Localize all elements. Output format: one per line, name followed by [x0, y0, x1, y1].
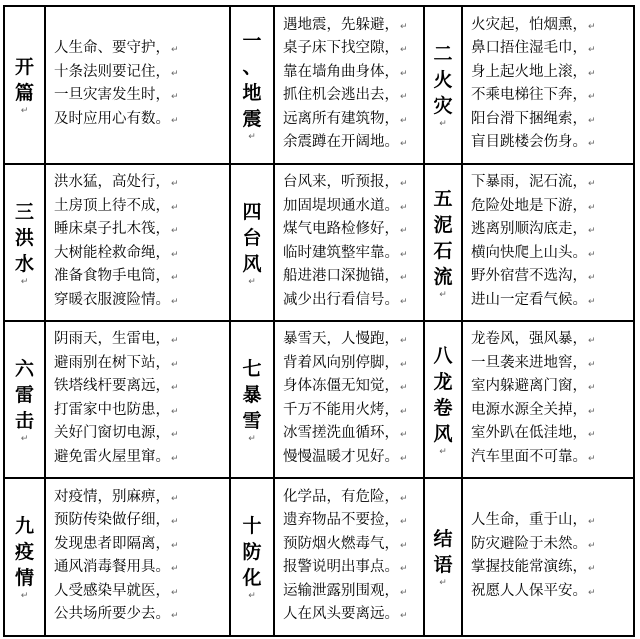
- verse-line: 阴雨天，生雷电， ↵: [54, 329, 227, 353]
- section-title-char: 台: [242, 226, 262, 249]
- verse-line: 运输泄露别围观， ↵: [283, 581, 421, 605]
- return-mark-icon: ↵: [439, 289, 447, 300]
- section-verse: [54, 165, 227, 320]
- section-title: [5, 479, 44, 635]
- verse-line: 遇地震，先躲避， ↵: [283, 15, 421, 39]
- return-mark-icon: ↵: [248, 591, 256, 601]
- verse-line: 人在风头要离远。 ↵: [283, 604, 421, 628]
- section-title-char: 疫: [14, 541, 34, 563]
- return-mark-icon: ↵: [20, 433, 29, 444]
- verse-line: 抓住机会逃出去， ↵: [283, 85, 421, 109]
- verse-line: 穿暖衣服渡险情。 ↵: [54, 290, 227, 314]
- section-title-char: 暴: [242, 383, 262, 406]
- verse-line: 电源水源全关掉， ↵: [471, 400, 631, 424]
- verse-line: 发现患者即隔离， ↵: [54, 534, 227, 558]
- section-title-char: 击: [14, 409, 34, 432]
- section-title-char: 九: [14, 515, 34, 537]
- section-title-char: 水: [14, 252, 34, 275]
- section-title-char: 洪: [14, 226, 34, 249]
- verse-line: 准备食物手电筒， ↵: [54, 266, 227, 290]
- verse-line: 人受感染早就医， ↵: [54, 581, 227, 605]
- verse-line: 报警说明出事点。 ↵: [283, 557, 421, 581]
- verse-line: 临时建筑整牢靠。 ↵: [283, 243, 421, 267]
- section-verse: [283, 479, 421, 635]
- verse-line: 煤气电路检修好， ↵: [283, 219, 421, 243]
- verse-line: 室外趴在低洼地， ↵: [471, 423, 631, 447]
- verse-line: 冰雪搓洗血循环， ↵: [283, 423, 421, 447]
- section-title-char: 雪: [242, 409, 262, 432]
- section-title-char: 七: [242, 357, 262, 380]
- return-mark-icon: ↵: [20, 106, 29, 116]
- verse-line: 龙卷风，强风暴， ↵: [471, 329, 631, 353]
- section-title-char: 风: [433, 422, 453, 445]
- section-verse: [283, 165, 421, 320]
- section-verse: [283, 7, 421, 163]
- section-title-char: 防: [242, 541, 262, 563]
- return-mark-icon: ↵: [439, 446, 447, 457]
- return-mark-icon: ↵: [439, 119, 447, 129]
- section-title-char: 一: [242, 30, 262, 52]
- verse-line: 千万不能用火烤， ↵: [283, 400, 421, 424]
- verse-line: 靠在墙角曲身体， ↵: [283, 62, 421, 86]
- verse-line: 睡床桌子扎木筏， ↵: [54, 219, 227, 243]
- verse-line: 背着风向别停脚， ↵: [283, 353, 421, 377]
- section-title: [5, 322, 44, 477]
- verse-line: 桌子床下找空隙， ↵: [283, 38, 421, 62]
- verse-line: 人生命，重于山， ↵: [471, 510, 631, 534]
- section-title-char: 龙: [433, 370, 453, 393]
- verse-line: 防灾避险于未然。 ↵: [471, 534, 631, 558]
- verse-line: 船进港口深抛锚， ↵: [283, 266, 421, 290]
- verse-line: 不乘电梯往下奔， ↵: [471, 85, 631, 109]
- verse-line: 十条法则要记住， ↵: [54, 62, 227, 86]
- verse-line: 减少出行看信号。 ↵: [283, 290, 421, 314]
- verse-line: 掌握技能常演练， ↵: [471, 557, 631, 581]
- verse-line: 及时应用心有数。 ↵: [54, 109, 227, 133]
- section-title-char: 五: [433, 187, 453, 210]
- section-title: [5, 165, 44, 320]
- verse-line: 阳台滑下捆绳索， ↵: [471, 109, 631, 133]
- section-title-char: 四: [242, 200, 262, 223]
- section-title-char: 卷: [433, 396, 453, 419]
- verse-line: 洪水猛，高处行， ↵: [54, 172, 227, 196]
- verse-line: 台风来，听预报， ↵: [283, 172, 421, 196]
- verse-line: 一旦袭来进地窖， ↵: [471, 353, 631, 377]
- verse-line: 危险处地是下游， ↵: [471, 196, 631, 220]
- section-verse: [471, 322, 631, 477]
- verse-line: 下暴雨，泥石流， ↵: [471, 172, 631, 196]
- return-mark-icon: ↵: [248, 276, 256, 287]
- verse-line: 横向快爬上山头。 ↵: [471, 243, 631, 267]
- verse-line: 慢慢温暖才见好。 ↵: [283, 447, 421, 471]
- section-title-char: 开: [14, 56, 34, 78]
- section-title-char: 雷: [14, 383, 34, 406]
- verse-line: 祝愿人人保平安。 ↵: [471, 581, 631, 605]
- section-verse: [54, 7, 227, 163]
- section-title: [425, 479, 461, 635]
- verse-line: 余震蹲在开阔地。 ↵: [283, 132, 421, 156]
- section-title-char: 三: [14, 200, 34, 223]
- section-verse: [54, 479, 227, 635]
- section-title-char: 情: [14, 567, 34, 589]
- section-title-char: 八: [433, 344, 453, 367]
- verse-line: 汽车里面不可靠。 ↵: [471, 447, 631, 471]
- table-border-horizontal: [3, 635, 635, 637]
- section-title-char: 泥: [433, 213, 453, 236]
- verse-line: 远离所有建筑物， ↵: [283, 109, 421, 133]
- verse-line: 遗弃物品不要捡， ↵: [283, 510, 421, 534]
- section-title-char: 结: [433, 528, 453, 550]
- verse-line: 预防烟火燃毒气， ↵: [283, 534, 421, 558]
- section-title-char: 、: [242, 56, 262, 78]
- section-title-char: 篇: [14, 82, 34, 104]
- verse-line: 避免雷火屋里窜。 ↵: [54, 447, 227, 471]
- section-title-char: 二: [433, 43, 453, 65]
- section-title-char: 灾: [433, 95, 453, 117]
- section-title: [231, 479, 273, 635]
- verse-line: 火灾起，怕烟熏， ↵: [471, 15, 631, 39]
- section-title-char: 流: [433, 265, 453, 288]
- section-verse: [54, 322, 227, 477]
- return-mark-icon: ↵: [20, 591, 29, 601]
- section-verse: [471, 7, 631, 163]
- section-title: [231, 322, 273, 477]
- section-title-char: 震: [242, 108, 262, 130]
- verse-line: 避雨别在树下站， ↵: [54, 353, 227, 377]
- verse-line: 身上起火地上滚， ↵: [471, 62, 631, 86]
- verse-line: 人生命、要守护， ↵: [54, 38, 227, 62]
- verse-line: 预防传染做仔细， ↵: [54, 510, 227, 534]
- verse-line: 鼻口捂住湿毛巾， ↵: [471, 38, 631, 62]
- section-title-char: 风: [242, 252, 262, 275]
- verse-line: 土房顶上待不成， ↵: [54, 196, 227, 220]
- verse-line: 铁塔线杆要离远， ↵: [54, 376, 227, 400]
- section-title: [5, 7, 44, 163]
- verse-line: 身体冻僵无知觉， ↵: [283, 376, 421, 400]
- return-mark-icon: ↵: [248, 132, 256, 142]
- section-title: [425, 322, 461, 477]
- section-title-char: 地: [242, 82, 262, 104]
- verse-line: 加固堤坝通水道。 ↵: [283, 196, 421, 220]
- verse-line: 逃离别顺沟底走， ↵: [471, 219, 631, 243]
- section-title: [425, 165, 461, 320]
- section-title-char: 六: [14, 357, 34, 380]
- section-title-char: 十: [242, 515, 262, 537]
- verse-line: 对疫情，别麻痹， ↵: [54, 487, 227, 511]
- verse-line: 进山一定看气候。 ↵: [471, 290, 631, 314]
- verse-line: 盲目跳楼会伤身。 ↵: [471, 132, 631, 156]
- return-mark-icon: ↵: [20, 276, 29, 287]
- verse-line: 室内躲避离门窗， ↵: [471, 376, 631, 400]
- verse-line: 打雷家中也防患， ↵: [54, 400, 227, 424]
- verse-line: 一旦灾害发生时， ↵: [54, 85, 227, 109]
- section-title: [425, 7, 461, 163]
- section-title-char: 石: [433, 239, 453, 262]
- section-title-char: 化: [242, 567, 262, 589]
- verse-line: 暴雪天，人慢跑， ↵: [283, 329, 421, 353]
- verse-line: 通风消毒餐用具。 ↵: [54, 557, 227, 581]
- section-title: [231, 7, 273, 163]
- verse-line: 关好门窗切电源， ↵: [54, 423, 227, 447]
- verse-line: 公共场所要少去。 ↵: [54, 604, 227, 628]
- section-title: [231, 165, 273, 320]
- verse-line: 野外宿营不选沟， ↵: [471, 266, 631, 290]
- verse-line: 化学品，有危险， ↵: [283, 487, 421, 511]
- section-verse: [471, 165, 631, 320]
- section-title-char: 火: [433, 69, 453, 91]
- section-title-char: 语: [433, 554, 453, 576]
- return-mark-icon: ↵: [439, 578, 447, 588]
- section-verse: [471, 479, 631, 635]
- verse-line: 大树能栓救命绳， ↵: [54, 243, 227, 267]
- return-mark-icon: ↵: [248, 433, 256, 444]
- section-verse: [283, 322, 421, 477]
